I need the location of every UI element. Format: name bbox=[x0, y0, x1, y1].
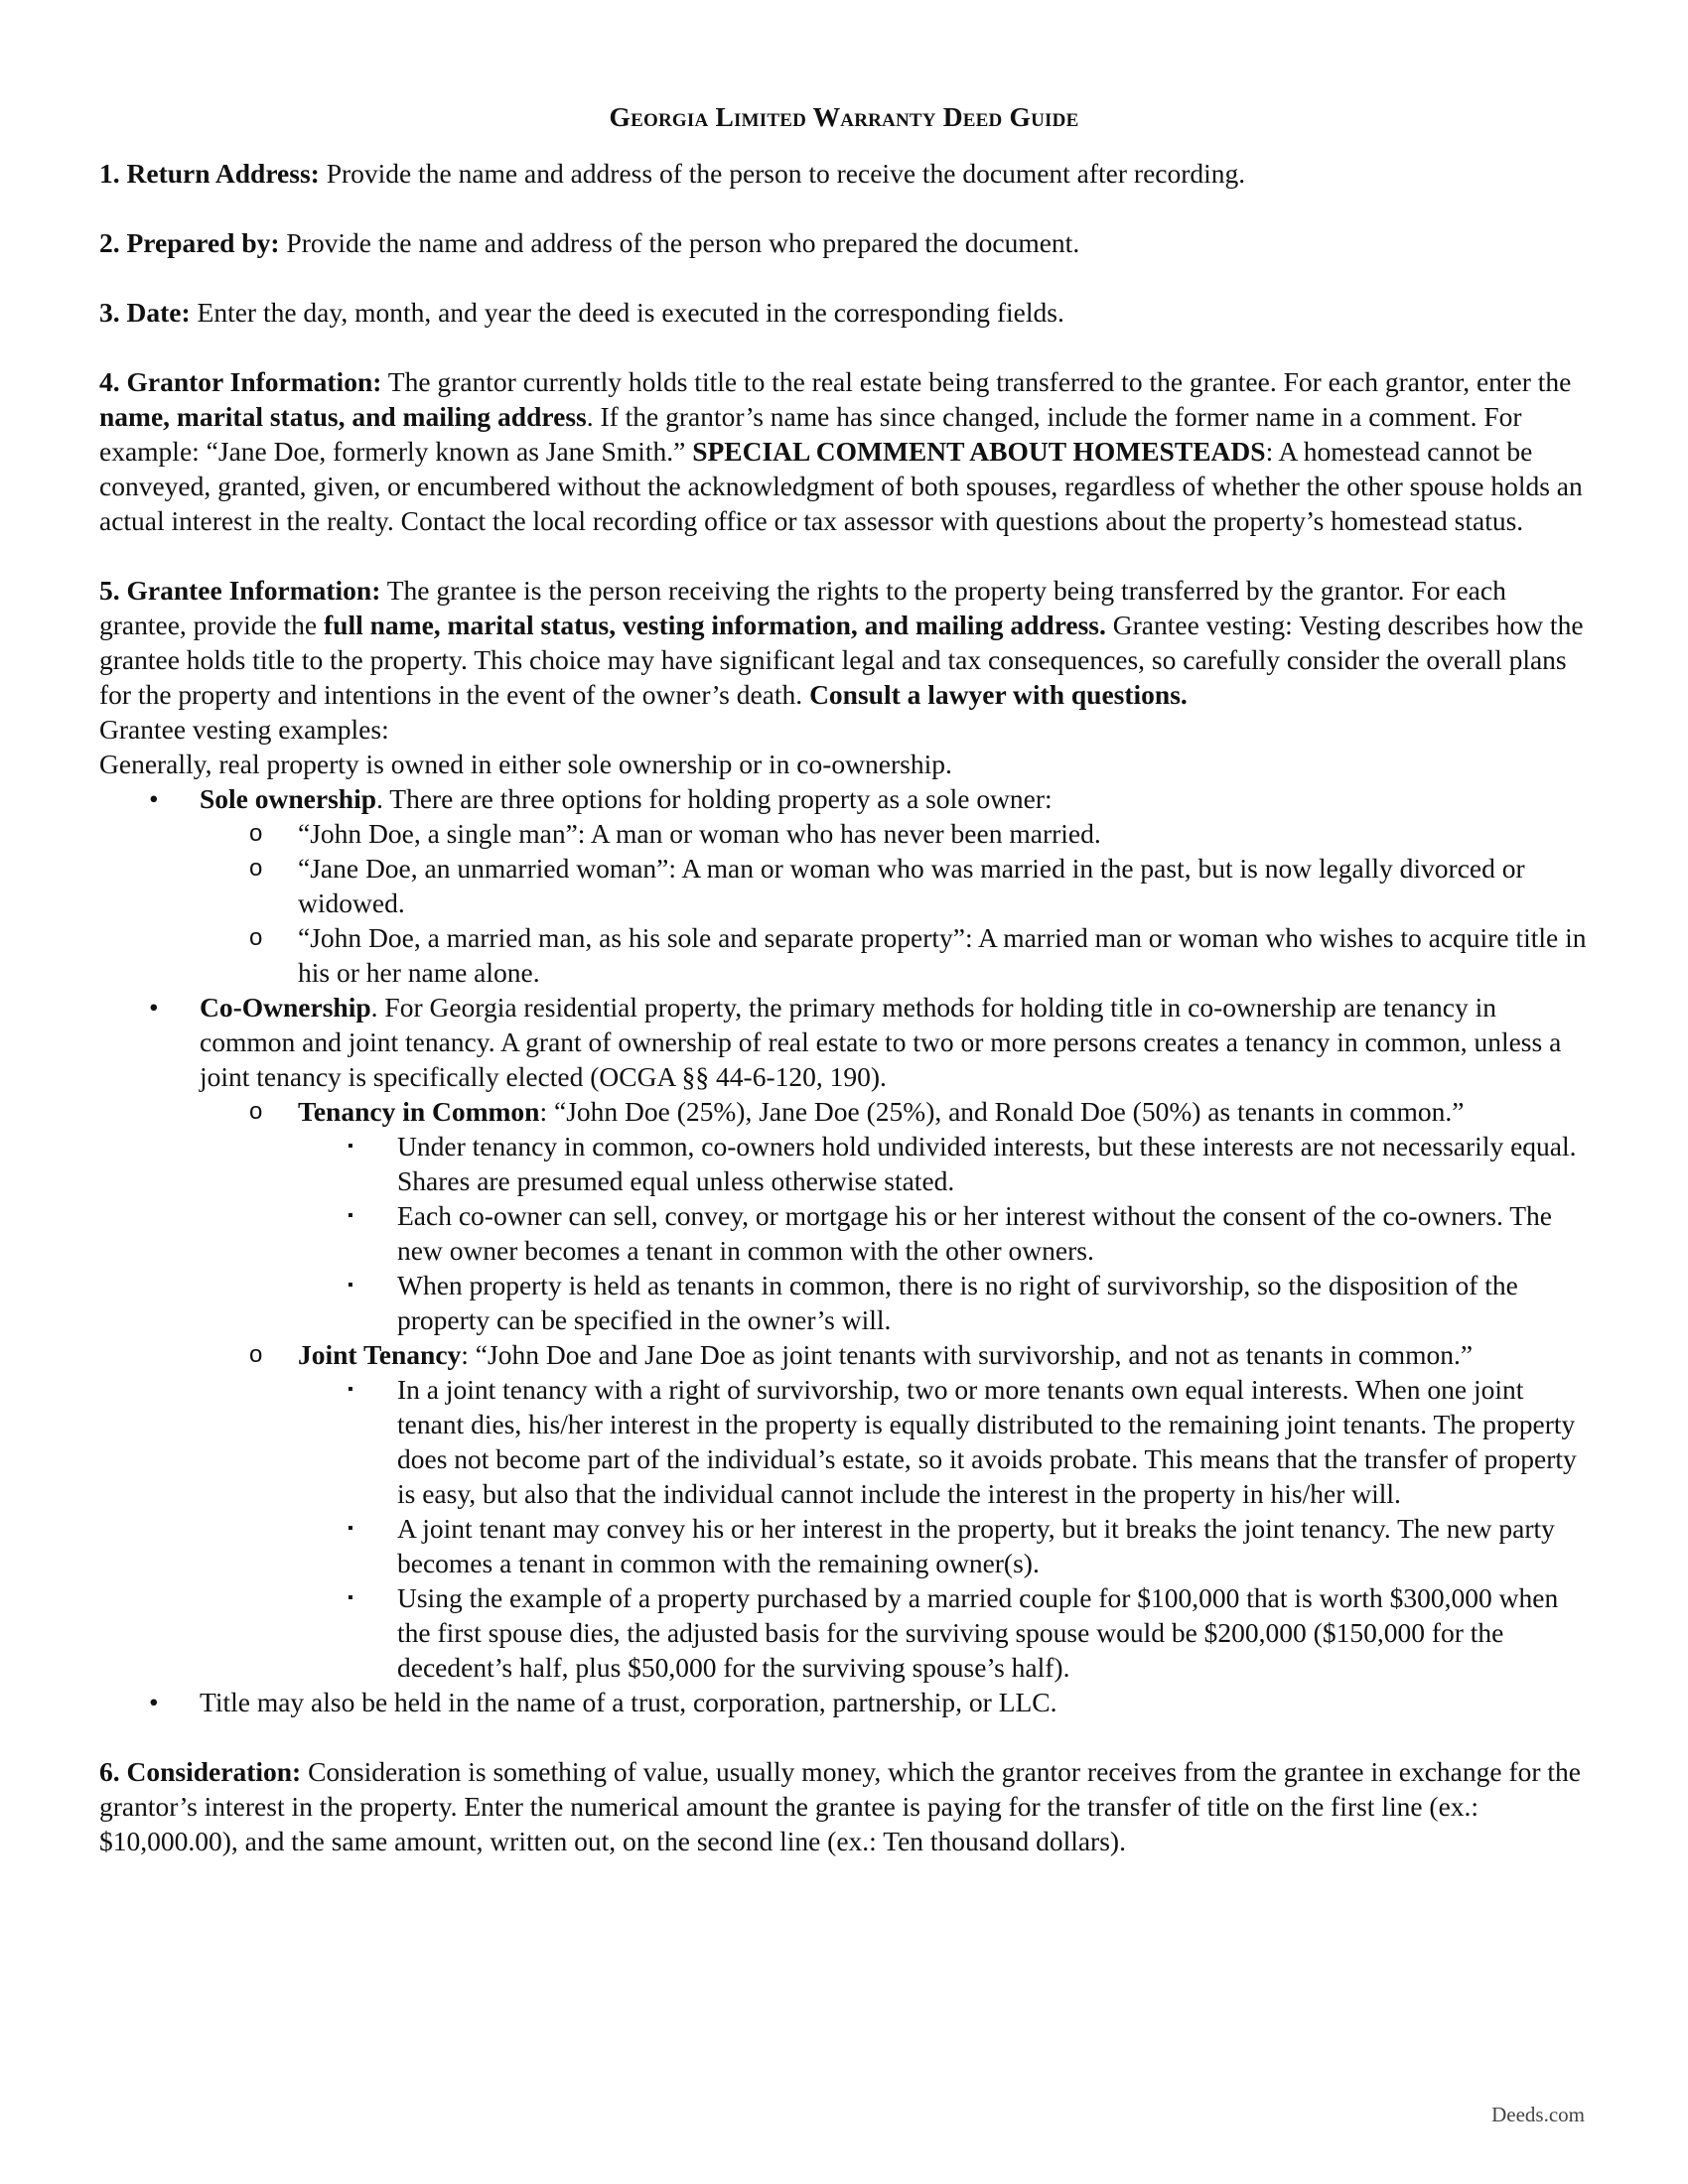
bullet-icon: • bbox=[149, 1687, 159, 1717]
section-grantor-information: 4. Grantor Information: The grantor currently holds title to the real estate being transferred to the grantee. For each grantor, enter the name, marital status, and mailing address. If the grantor’s name has since changed, include the former name in a comment. For example: “Jane Doe, formerly known as Jane Smith.” SPECIAL COMMENT ABOUT HOMESTEADS: A homestead cannot be conveyed, granted, given, or encumbered without the acknowledgment of both spouses, regardless of whether the other spouse holds an actual interest in the realty. Contact the local recording office or tax assessor with questions about the property’s homestead status. bbox=[99, 366, 1583, 536]
list-item: ▪ Each co-owner can sell, convey, or mortgage his or her interest without the consent of the co-owners. The new owner becomes a tenant in common with the other owners. bbox=[348, 1200, 1553, 1266]
section-prepared-by: 2. Prepared by: Provide the name and address of the person who prepared the document. bbox=[99, 227, 1080, 258]
vesting-list bbox=[99, 781, 1589, 1719]
square-bullet-icon: ▪ bbox=[348, 1520, 353, 1537]
circle-bullet-icon: o bbox=[249, 1341, 263, 1368]
circle-bullet-icon: o bbox=[249, 820, 263, 847]
list-item-sole-ownership: • Sole ownership. There are three options for holding property as a sole owner: bbox=[149, 783, 1053, 814]
section-grantee-information: 5. Grantee Information: The grantee is the person receiving the rights to the property being transferred by the grantor. For each grantee, provide the full name, marital status, vesting information, and mailing address. Grantee vesting: Vesting describes how the grantee holds title to the property. This choice may have significant legal and tax consequences, so carefully consider the overall plans for the property and intentions in the event of the owner’s death. Consult a lawyer with questions. Grantee vesting examples: Generally, real property is owned in either sole ownership or in co-ownership. • Sole ownership. There are three options for holding property as a sole owner: o “John Doe, a single man”: A man or woman who has never been married. o “Jane Doe, an unmarried woman”: A man or woman who was married in the past, but is now legally divorced or widowed. o “John Doe, a married man, as his sole and separate property”: A married man or woman who wishes to acquire title in his or her name alone. • Co-Ownership. For Georgia residential property, the primary methods for holding title in co-ownership are tenancy in common and joint tenancy. A grant of ownership of real estate to two or more persons creates a tenancy in common, unless a joint tenancy is specifically elected (OCGA §§ 44-6-120, 190). o Tenancy in Common: “John Doe (25%), Jane Doe (25%), and Ronald Doe (50%) as tenants in common.” ▪ Under tenancy in common, co-owners hold undivided interests, but these interests are not necessarily equal. Shares are presumed equal unless otherwise stated. ▪ Each co-owner can sell, convey, or mortgage his or her interest without the consent of the co-owners. The new owner becomes a tenant in common with the other owners. ▪ When property is held as tenants in common, there is no right of survivorship, so the disposition of the property can be specified in the owner’s will. o Joint Tenancy: “John Doe and Jane Doe as joint tenants with survivorship, and not as tenants in common.” ▪ In a joint tenancy with a right of survivorship, two or more tenants own equal interests. When one joint tenant dies, his/her interest in the property is equally distributed to the remaining joint tenants. The property does not become part of the individual’s estate, so it avoids probate. This means that the transfer of property is easy, but also that the individual cannot include the interest in the property in his/her will. ▪ A joint tenant may convey his or her interest in the property, but it breaks the joint tenancy. The new party becomes a tenant in common with the remaining owner(s). ▪ Using the example of a property purchased by a married couple for $100,000 that is worth $300,000 when the first spouse dies, the adjusted basis for the surviving spouse would be $200,000 ($150,000 for the decedent’s half, plus $50,000 for the surviving spouse’s half). • Title may also be held in the name of a trust, corporation, partnership, or LLC. bbox=[99, 573, 1589, 1719]
section-label: 3. Date: bbox=[99, 297, 191, 328]
footer-brand: Deeds.com bbox=[1491, 2103, 1585, 2126]
square-bullet-icon: ▪ bbox=[348, 1207, 353, 1224]
vesting-intro: Generally, real property is owned in either sole ownership or in co-ownership. bbox=[99, 749, 952, 779]
vesting-examples-heading: Grantee vesting examples: bbox=[99, 714, 389, 745]
list-item: o “John Doe, a married man, as his sole and separate property”: A married man or woman who wishes to acquire title in his or her name alone. bbox=[249, 922, 1587, 988]
list-item: o “Jane Doe, an unmarried woman”: A man or woman who was married in the past, but is now legally divorced or widowed. bbox=[249, 853, 1525, 918]
bullet-icon: • bbox=[149, 992, 159, 1023]
list-item: ▪ Using the example of a property purchased by a married couple for $100,000 that is worth $300,000 when the first spouse dies, the adjusted basis for the surviving spouse would be $200,000 ($150,000 for the decedent’s half, plus $50,000 for the surviving spouse’s half). bbox=[348, 1582, 1559, 1683]
document-page bbox=[99, 99, 1589, 1893]
section-label: 4. Grantor Information: bbox=[99, 366, 382, 397]
list-item-tenancy-in-common: o Tenancy in Common: “John Doe (25%), Jane Doe (25%), and Ronald Doe (50%) as tenants in common.” bbox=[249, 1096, 1465, 1127]
list-item-co-ownership: • Co-Ownership. For Georgia residential property, the primary methods for holding title in co-ownership are tenancy in common and joint tenancy. A grant of ownership of real estate to two or more persons creates a tenancy in common, unless a joint tenancy is specifically elected (OCGA §§ 44-6-120, 190). bbox=[149, 992, 1562, 1092]
section-label: 6. Consideration: bbox=[99, 1756, 302, 1787]
bullet-icon: • bbox=[149, 783, 159, 814]
list-item: ▪ A joint tenant may convey his or her interest in the property, but it breaks the joint tenancy. The new party becomes a tenant in common with the remaining owner(s). bbox=[348, 1513, 1555, 1578]
list-item-other-entities: • Title may also be held in the name of a trust, corporation, partnership, or LLC. bbox=[149, 1687, 1057, 1717]
square-bullet-icon: ▪ bbox=[348, 1589, 353, 1606]
section-label: 2. Prepared by: bbox=[99, 227, 280, 258]
section-return-address: 1. Return Address: Provide the name and address of the person to receive the document after recording. bbox=[99, 158, 1246, 189]
circle-bullet-icon: o bbox=[249, 855, 263, 882]
square-bullet-icon: ▪ bbox=[348, 1138, 353, 1155]
list-item: o “John Doe, a single man”: A man or woman who has never been married. bbox=[249, 818, 1101, 849]
section-consideration: 6. Consideration: Consideration is something of value, usually money, which the grantor receives from the grantee in exchange for the grantor’s interest in the property. Enter the numerical amount the grantee is paying for the transfer of title on the first line (ex.: $10,000.00), and the same amount, written out, on the second line (ex.: Ten thousand dollars). bbox=[99, 1756, 1581, 1856]
homestead-comment-label: SPECIAL COMMENT ABOUT HOMESTEADS bbox=[692, 436, 1266, 467]
lawyer-advice: Consult a lawyer with questions. bbox=[809, 679, 1188, 710]
square-bullet-icon: ▪ bbox=[348, 1277, 353, 1294]
circle-bullet-icon: o bbox=[249, 1098, 263, 1125]
list-item: ▪ When property is held as tenants in common, there is no right of survivorship, so the disposition of the property can be specified in the owner’s will. bbox=[348, 1270, 1518, 1335]
list-item: ▪ Under tenancy in common, co-owners hold undivided interests, but these interests are not necessarily equal. Shares are presumed equal unless otherwise stated. bbox=[348, 1131, 1577, 1196]
section-label: 5. Grantee Information: bbox=[99, 575, 381, 606]
list-item-joint-tenancy: o Joint Tenancy: “John Doe and Jane Doe as joint tenants with survivorship, and not as tenants in common.” bbox=[249, 1339, 1474, 1370]
section-date: 3. Date: Enter the day, month, and year the deed is executed in the corresponding fields. bbox=[99, 297, 1064, 328]
document-title: Georgia Limited Warranty Deed Guide bbox=[609, 101, 1079, 132]
circle-bullet-icon: o bbox=[249, 924, 263, 951]
square-bullet-icon: ▪ bbox=[348, 1381, 353, 1398]
section-label: 1. Return Address: bbox=[99, 158, 320, 189]
list-item: ▪ In a joint tenancy with a right of survivorship, two or more tenants own equal interests. When one joint tenant dies, his/her interest in the property is equally distributed to the remaining joint tenants. The property does not become part of the individual’s estate, so it avoids probate. This means that the transfer of property is easy, but also that the individual cannot include the interest in the property in his/her will. bbox=[348, 1374, 1577, 1509]
